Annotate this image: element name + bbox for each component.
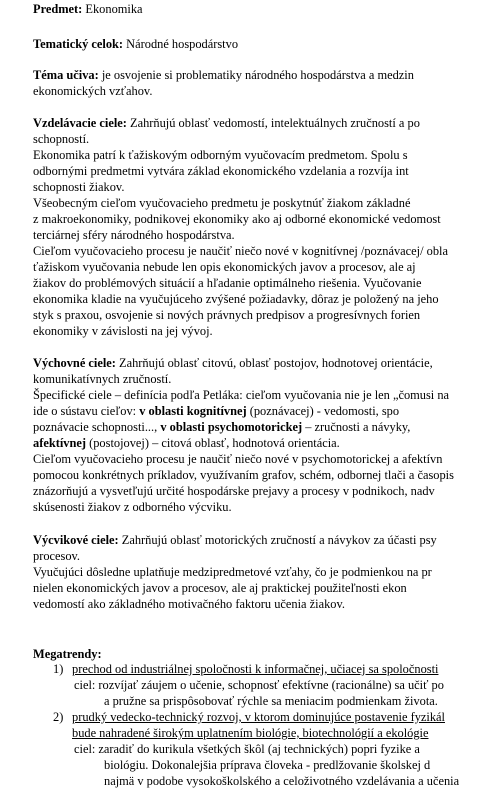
specific-goals-line-3 (33, 420, 410, 436)
specific-goals-text: (postojovej) – citová oblasť, hodnotová orientácia. (89, 436, 340, 450)
topic-line-2: ekonomických vzťahov. (33, 84, 153, 98)
megatrend-title: prudký vedecko-technický rozvoj, v ktorom dominujúce postavenie fyzikál (72, 710, 445, 724)
specific-goals-text: (poznávacej) - vedomosti, spo (249, 404, 400, 418)
ped-p-line: skúsenosti žiakov z odborného výcviku. (33, 500, 232, 514)
edu-p2-line: terciárnej sféry národného hospodárstva. (33, 228, 235, 242)
megatrend-goal-line: a pružne sa prispôsobovať rýchle sa meniacim podmienkam života. (104, 694, 438, 708)
training-goals-heading-line (33, 533, 437, 549)
specific-goals-text: ide o sústavu cieľov: (33, 404, 137, 418)
edu-p3-line: ekonomiky v závislosti na jej vývoj. (33, 324, 213, 338)
megatrends-heading: Megatrendy: (33, 647, 102, 661)
training-p-line: Vyučujúci dôsledne uplatňuje medzipredmetové vzťahy, čo je podmienkou na pr (33, 565, 432, 579)
edu-goals-heading-line (33, 116, 420, 132)
edu-p3-line: Cieľom vyučovacieho procesu je naučiť niečo nové v kognitívnej /poznávacej/ obla (33, 244, 448, 258)
megatrend-goal-line: ciel: rozvíjať záujem o učenie, schopnosť efektívne (racionálne) sa učiť po (74, 678, 444, 692)
megatrend-goal-line: najmä v podobe vysokoškolského a celoživotného vzdelávania a učenia (104, 774, 460, 788)
ped-p-line: znázorňujú a vysvetľujú určité hospodárske prejavy a procesy v podnikoch, nadv (33, 484, 435, 498)
subject-line (33, 2, 143, 18)
edu-p3-line: styk s praxou, osvojenie si nových právnych predpisov a progresívnych forien (33, 308, 421, 322)
edu-p3-line: ekonomika kladie na vyučujúceho zvýšené požiadavky, dôraz je položený na jeho (33, 292, 439, 306)
topic-text-1: je osvojenie si problematiky národného hospodárstva a medzin (101, 68, 414, 82)
edu-p2-line: z makroekonomiky, podnikovej ekonomiky ako aj odborné ekonomické vedomost (33, 212, 441, 226)
edu-p1-line: odbornými predmetmi vytvára základ ekonomického vzdelania a rozvíja int (33, 164, 409, 178)
edu-p2-line: Všeobecným cieľom vyučovacieho predmetu je poskytnúť žiakom základné (33, 196, 411, 210)
edu-p3-line: ťažiskom vyučovania nebude len opis ekonomických javov a procesov, ale aj (33, 260, 416, 274)
edu-p1-line: Ekonomika patrí k ťažiskovým odborným vyučovacím predmetom. Spolu s (33, 148, 408, 162)
edu-p3-line: žiakov do problémových situácií a hľadanie optimálneho riešenia. Vyučovanie (33, 276, 422, 290)
specific-goals-text: poznávacie schopnosti..., (33, 420, 158, 434)
training-p-line: vedomostí ako základného motivačného faktoru učenia žiakov. (33, 597, 345, 611)
edu-goals-label: Vzdelávacie ciele: (33, 116, 127, 130)
edu-goals-text-1: Zahrňujú oblasť vedomostí, intelektuálnych zručností a po (130, 116, 420, 130)
ped-goals-text-1: Zahrňujú oblasť citovú, oblasť postojov, hodnotovej orientácie, (119, 356, 433, 370)
training-goals-label: Výcvikové ciele: (33, 533, 119, 547)
specific-goals-text: – zručnosti a návyky, (305, 420, 411, 434)
subject-value: Ekonomika (85, 2, 143, 16)
specific-goals-line-2 (33, 404, 399, 420)
training-goals-text-1: Zahrňujú oblasť motorických zručností a návykov za účasti psy (121, 533, 437, 547)
ped-p-line: Cieľom vyučovacieho procesu je naučiť niečo nové v psychomotorickej a afektívn (33, 452, 443, 466)
edu-p1-line: schopnosti žiakov. (33, 180, 125, 194)
affective-domain-term: afektívnej (33, 436, 86, 450)
specific-goals-line-1: Špecifické ciele – definícia podľa Petláka: cieľom vyučovania nie je len „čomusi na (33, 388, 450, 402)
ped-p-line: pomocou konkrétnych príkladov, využívaním grafov, schém, odbornej tlači a časopis (33, 468, 454, 482)
megatrend-goal-line: biológiu. Dokonalejšia príprava človeka - predlžovanie školskej d (104, 758, 431, 772)
ped-goals-line-2: komunikatívnych zručností. (33, 372, 172, 386)
thematic-unit-line (33, 37, 238, 53)
thematic-unit-label: Tematický celok: (33, 37, 124, 51)
megatrend-goal-line: ciel: zaradiť do kurikula všetkých škôl (aj technických) popri fyzike a (74, 742, 420, 756)
ped-goals-label: Výchovné ciele: (33, 356, 116, 370)
megatrend-number: 1) (53, 662, 64, 676)
training-goals-line-2: procesov. (33, 549, 81, 563)
cognitive-domain-term: v oblasti kognitívnej (139, 404, 247, 418)
topic-label: Téma učiva: (33, 68, 99, 82)
ped-goals-heading-line (33, 356, 433, 372)
training-p-line: nielen ekonomických javov a procesov, ale aj praktickej použiteľnosti ekon (33, 581, 407, 595)
psychomotor-domain-term: v oblasti psychomotorickej (160, 420, 303, 434)
thematic-unit-value: Národné hospodárstvo (126, 37, 239, 51)
megatrend-title: bude nahradené širokým uplatnením biológie, biotechnológií a ekológie (72, 726, 429, 740)
specific-goals-line-4 (33, 436, 340, 452)
topic-line-1 (33, 68, 414, 84)
edu-goals-line-2: schopností. (33, 132, 90, 146)
megatrend-number: 2) (53, 710, 64, 724)
subject-label: Predmet: (33, 2, 83, 16)
megatrend-title: prechod od industriálnej spoločnosti k informačnej, učiacej sa spoločnosti (72, 662, 439, 676)
